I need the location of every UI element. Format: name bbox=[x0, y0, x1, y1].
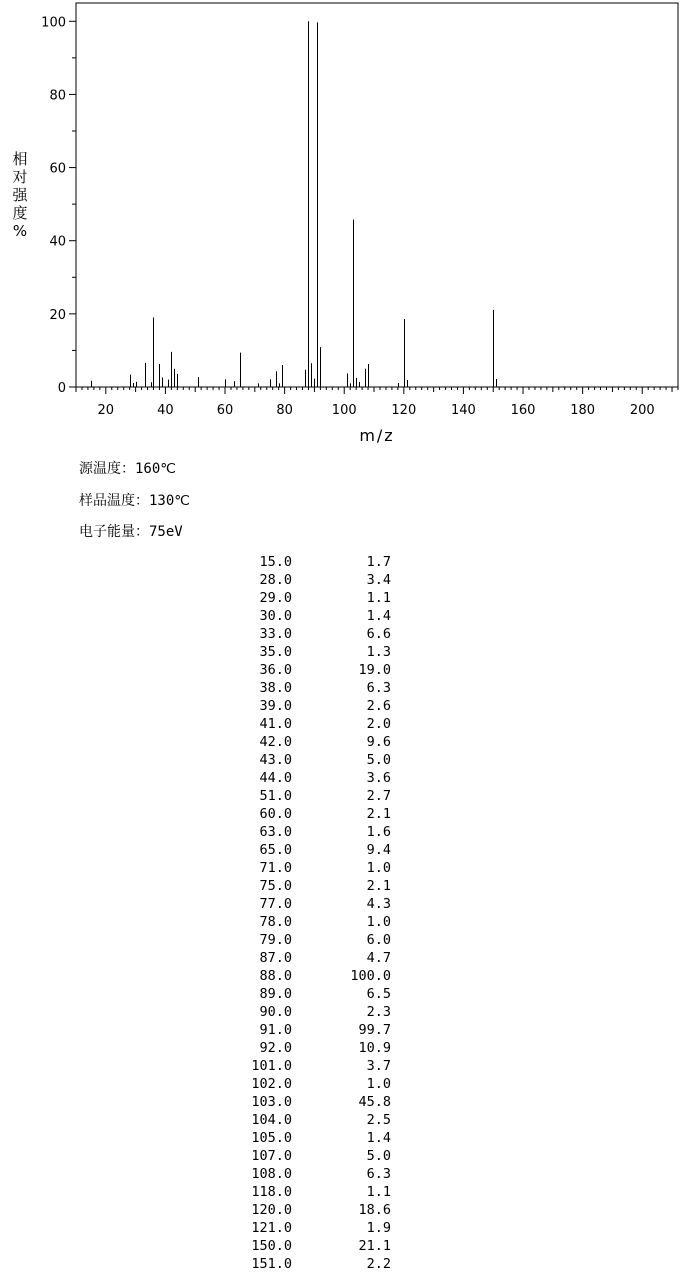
mz-cell: 15.0 bbox=[259, 554, 292, 570]
abundance-cell: 6.5 bbox=[366, 986, 391, 1002]
abundance-cell: 9.6 bbox=[366, 734, 391, 750]
table-row bbox=[200, 787, 391, 805]
mz-cell: 33.0 bbox=[259, 626, 292, 642]
mz-cell: 43.0 bbox=[259, 752, 292, 768]
abundance-cell: 2.0 bbox=[366, 716, 391, 732]
table-row bbox=[200, 553, 391, 571]
abundance-cell: 1.1 bbox=[366, 1184, 391, 1200]
table-row bbox=[200, 715, 391, 733]
table-row bbox=[200, 625, 391, 643]
mz-cell: 118.0 bbox=[251, 1184, 292, 1200]
mz-cell: 104.0 bbox=[251, 1112, 292, 1128]
peak-table bbox=[200, 553, 391, 1273]
table-row bbox=[200, 589, 391, 607]
x-axis-label: m/z bbox=[359, 426, 395, 445]
table-row bbox=[200, 733, 391, 751]
y-tick-label: 60 bbox=[49, 161, 66, 177]
abundance-cell: 99.7 bbox=[358, 1022, 391, 1038]
sample-temperature bbox=[79, 490, 190, 510]
mz-cell: 78.0 bbox=[259, 914, 292, 930]
table-row bbox=[200, 1111, 391, 1129]
table-row bbox=[200, 1165, 391, 1183]
table-row bbox=[200, 1219, 391, 1237]
abundance-cell: 3.4 bbox=[366, 572, 391, 588]
mz-cell: 65.0 bbox=[259, 842, 292, 858]
mz-cell: 90.0 bbox=[259, 1004, 292, 1020]
x-tick-label: 200 bbox=[629, 403, 655, 418]
table-row bbox=[200, 1039, 391, 1057]
x-tick-label: 100 bbox=[331, 403, 357, 418]
abundance-cell: 2.3 bbox=[366, 1004, 391, 1020]
mz-cell: 108.0 bbox=[251, 1166, 292, 1182]
mz-cell: 121.0 bbox=[251, 1220, 292, 1236]
table-row bbox=[200, 1129, 391, 1147]
abundance-cell: 2.1 bbox=[366, 878, 391, 894]
x-tick-label: 160 bbox=[510, 403, 536, 418]
table-row bbox=[200, 751, 391, 769]
mz-cell: 71.0 bbox=[259, 860, 292, 876]
abundance-cell: 5.0 bbox=[366, 752, 391, 768]
x-tick-label: 80 bbox=[276, 403, 293, 418]
y-tick-label: 20 bbox=[49, 307, 66, 323]
x-tick-label: 40 bbox=[157, 403, 174, 418]
mz-cell: 39.0 bbox=[259, 698, 292, 714]
y-axis bbox=[41, 15, 76, 396]
mz-cell: 102.0 bbox=[251, 1076, 292, 1092]
abundance-cell: 45.8 bbox=[358, 1094, 391, 1110]
table-row bbox=[200, 1021, 391, 1039]
mz-cell: 88.0 bbox=[259, 968, 292, 984]
abundance-cell: 6.6 bbox=[366, 626, 391, 642]
abundance-cell: 6.3 bbox=[366, 680, 391, 696]
x-tick-label: 120 bbox=[391, 403, 417, 418]
x-tick-label: 20 bbox=[97, 403, 115, 418]
sample-temperature-value: 130℃ bbox=[149, 493, 191, 509]
abundance-cell: 1.6 bbox=[366, 824, 391, 840]
abundance-cell: 1.9 bbox=[366, 1220, 391, 1236]
mz-cell: 89.0 bbox=[259, 986, 292, 1002]
table-row bbox=[200, 949, 391, 967]
table-row bbox=[200, 823, 391, 841]
electron-energy-label: 电子能量： bbox=[79, 524, 149, 540]
table-row bbox=[200, 913, 391, 931]
abundance-cell: 1.4 bbox=[366, 1130, 391, 1146]
abundance-cell: 2.1 bbox=[366, 806, 391, 822]
mz-cell: 44.0 bbox=[259, 770, 292, 786]
mz-cell: 120.0 bbox=[251, 1202, 292, 1218]
mz-cell: 35.0 bbox=[259, 644, 292, 660]
y-tick-label: 40 bbox=[49, 234, 66, 250]
abundance-cell: 10.9 bbox=[358, 1040, 391, 1056]
table-row bbox=[200, 1075, 391, 1093]
mz-cell: 91.0 bbox=[259, 1022, 292, 1038]
mz-cell: 150.0 bbox=[251, 1238, 292, 1254]
y-tick-label: 0 bbox=[57, 381, 66, 396]
abundance-cell: 2.6 bbox=[366, 698, 391, 714]
mz-cell: 42.0 bbox=[259, 734, 292, 750]
table-row bbox=[200, 1237, 391, 1255]
abundance-cell: 1.0 bbox=[366, 914, 391, 930]
table-row bbox=[200, 697, 391, 715]
abundance-cell: 100.0 bbox=[350, 968, 391, 984]
table-row bbox=[200, 1255, 391, 1273]
abundance-cell: 2.5 bbox=[366, 1112, 391, 1128]
x-tick-label: 60 bbox=[216, 403, 234, 418]
mass-spectrum-chart bbox=[0, 0, 680, 450]
plot-frame bbox=[76, 3, 678, 387]
abundance-cell: 1.4 bbox=[366, 608, 391, 624]
source-temperature-label: 源温度： bbox=[79, 461, 135, 477]
table-row bbox=[200, 805, 391, 823]
abundance-cell: 6.3 bbox=[366, 1166, 391, 1182]
abundance-cell: 19.0 bbox=[358, 662, 391, 678]
mz-cell: 87.0 bbox=[259, 950, 292, 966]
abundance-cell: 2.2 bbox=[366, 1256, 391, 1272]
mz-cell: 75.0 bbox=[259, 878, 292, 894]
table-row bbox=[200, 1003, 391, 1021]
abundance-cell: 4.7 bbox=[366, 950, 391, 966]
abundance-cell: 3.7 bbox=[366, 1058, 391, 1074]
mz-cell: 63.0 bbox=[259, 824, 292, 840]
x-tick-label: 180 bbox=[570, 403, 596, 418]
abundance-cell: 4.3 bbox=[366, 896, 391, 912]
abundance-cell: 1.3 bbox=[366, 644, 391, 660]
mz-cell: 29.0 bbox=[259, 590, 292, 606]
mz-cell: 41.0 bbox=[259, 716, 292, 732]
abundance-cell: 6.0 bbox=[366, 932, 391, 948]
table-row bbox=[200, 1183, 391, 1201]
mz-cell: 107.0 bbox=[251, 1148, 292, 1164]
y-tick-label: 100 bbox=[41, 15, 66, 31]
x-tick-label: 140 bbox=[451, 403, 476, 418]
table-row bbox=[200, 985, 391, 1003]
y-axis-label-char: 相 bbox=[12, 150, 28, 168]
table-row bbox=[200, 1057, 391, 1075]
abundance-cell: 1.1 bbox=[366, 590, 391, 606]
mz-cell: 101.0 bbox=[251, 1058, 292, 1074]
mz-cell: 60.0 bbox=[259, 806, 292, 822]
abundance-cell: 2.7 bbox=[366, 788, 391, 804]
table-row bbox=[200, 895, 391, 913]
y-axis-label bbox=[10, 150, 30, 240]
electron-energy bbox=[79, 521, 183, 541]
source-temperature-value: 160℃ bbox=[135, 461, 177, 477]
table-row bbox=[200, 1147, 391, 1165]
table-row bbox=[200, 841, 391, 859]
table-row bbox=[200, 967, 391, 985]
abundance-cell: 1.0 bbox=[366, 860, 391, 876]
y-tick-label: 80 bbox=[49, 88, 66, 104]
sample-temperature-label: 样品温度： bbox=[79, 493, 149, 509]
table-row bbox=[200, 769, 391, 787]
source-temperature bbox=[79, 458, 176, 478]
mz-cell: 77.0 bbox=[259, 896, 292, 912]
table-row bbox=[200, 877, 391, 895]
table-row bbox=[200, 931, 391, 949]
table-row bbox=[200, 1201, 391, 1219]
abundance-cell: 1.0 bbox=[366, 1076, 391, 1092]
table-row bbox=[200, 1093, 391, 1111]
abundance-cell: 9.4 bbox=[366, 842, 391, 858]
electron-energy-value: 75eV bbox=[149, 524, 183, 540]
table-row bbox=[200, 643, 391, 661]
abundance-cell: 5.0 bbox=[366, 1148, 391, 1164]
mz-cell: 51.0 bbox=[259, 788, 292, 804]
mz-cell: 151.0 bbox=[251, 1256, 292, 1272]
mz-cell: 36.0 bbox=[259, 662, 292, 678]
mz-cell: 92.0 bbox=[259, 1040, 292, 1056]
abundance-cell: 1.7 bbox=[366, 554, 391, 570]
mz-cell: 28.0 bbox=[259, 572, 292, 588]
mz-cell: 38.0 bbox=[259, 680, 292, 696]
abundance-cell: 21.1 bbox=[358, 1238, 391, 1254]
peak-bars bbox=[92, 21, 497, 387]
table-row bbox=[200, 859, 391, 877]
y-axis-label-char: 强 bbox=[12, 186, 28, 204]
mz-cell: 105.0 bbox=[251, 1130, 292, 1146]
mz-cell: 103.0 bbox=[251, 1094, 292, 1110]
y-axis-label-char: % bbox=[12, 222, 28, 240]
table-row bbox=[200, 571, 391, 589]
mz-cell: 79.0 bbox=[259, 932, 292, 948]
table-row bbox=[200, 607, 391, 625]
abundance-cell: 18.6 bbox=[358, 1202, 391, 1218]
abundance-cell: 3.6 bbox=[366, 770, 391, 786]
table-row bbox=[200, 679, 391, 697]
x-axis bbox=[76, 387, 678, 418]
table-row bbox=[200, 661, 391, 679]
y-axis-label-char: 度 bbox=[12, 204, 28, 222]
y-axis-label-char: 对 bbox=[12, 168, 28, 186]
mz-cell: 30.0 bbox=[259, 608, 292, 624]
